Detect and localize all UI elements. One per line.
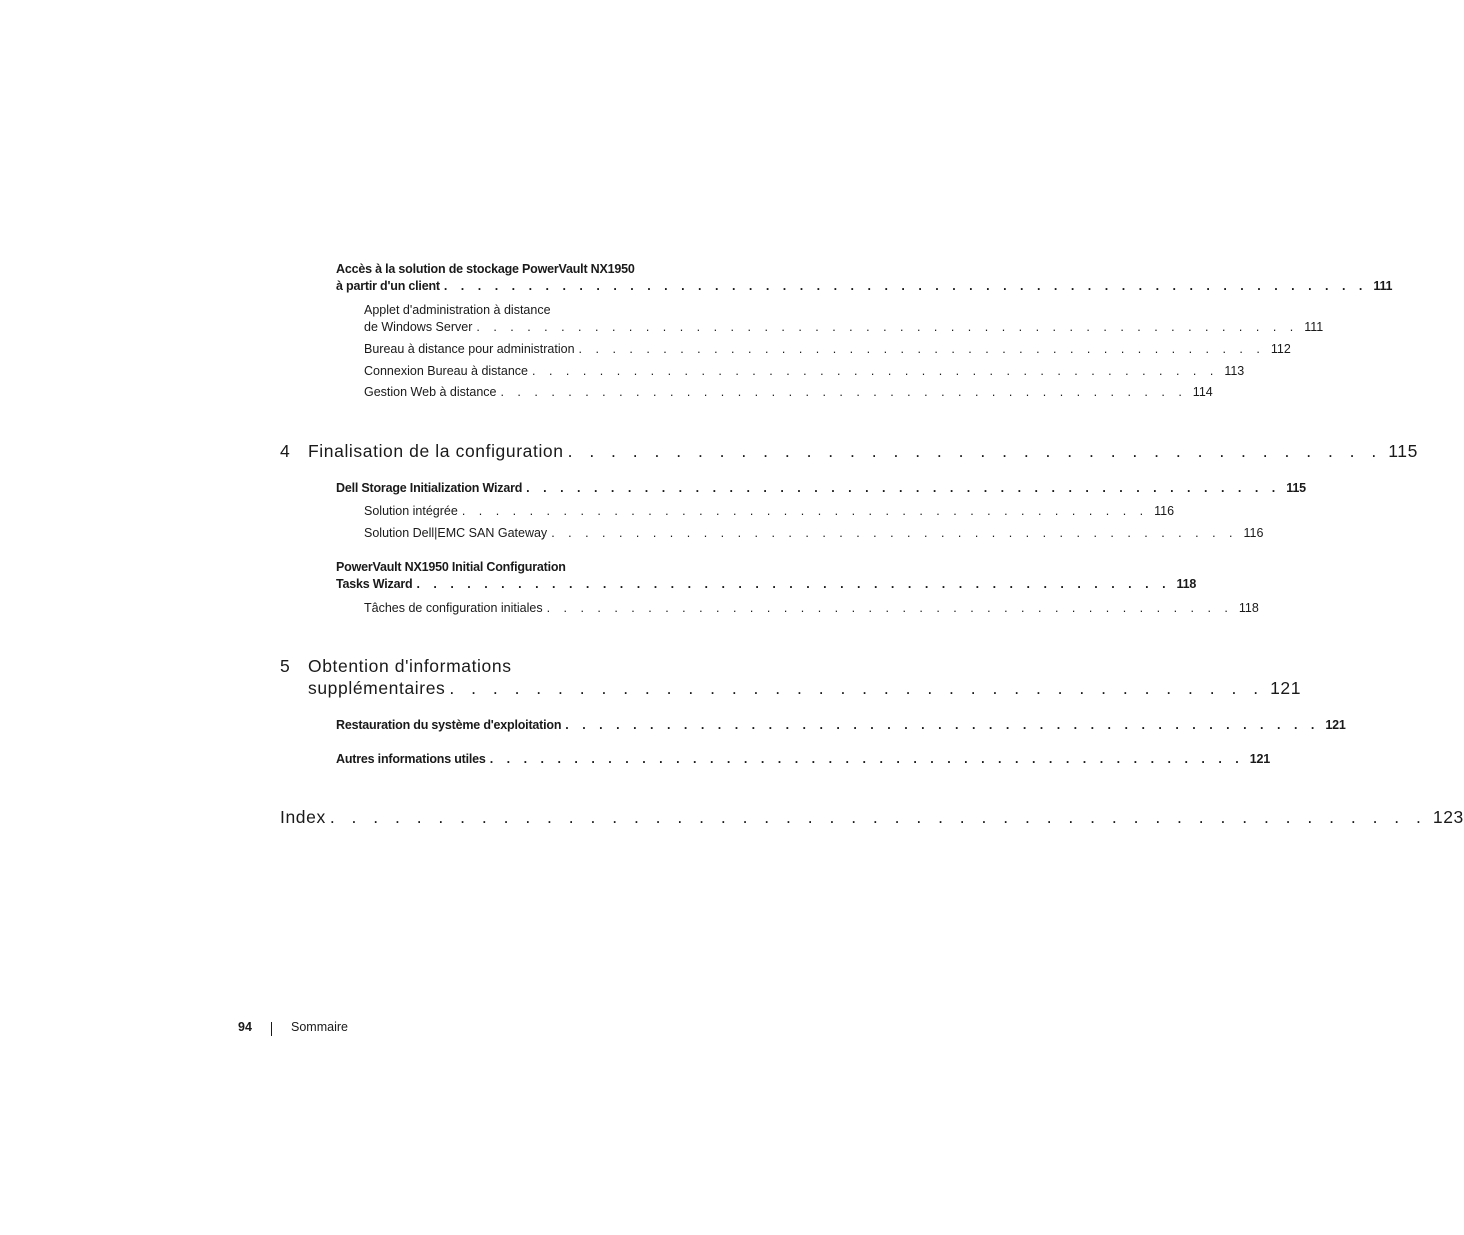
toc-entry-label: Bureau à distance pour administration (364, 342, 575, 356)
toc-page-number: 111 (1304, 320, 1324, 334)
toc-page-number: 118 (1238, 601, 1259, 615)
chapter-number-4: 4 (280, 441, 290, 461)
toc-chapter-title: Finalisation de la configuration (308, 441, 564, 461)
toc-entry-connexion[interactable] (364, 364, 1245, 378)
toc-entry-applet[interactable] (364, 320, 1324, 334)
toc-page-number: 121 (1325, 718, 1346, 732)
dot-leader: . . . . . . . . . . . . . . . . . . . . . . . . . . . . . . . . . . . . . . . . . (500, 385, 1187, 399)
dot-leader: . . . . . . . . . . . . . . . . . . . . . . . . . . . . . . . . . . . . . . . . . (532, 364, 1219, 378)
toc-entry-taches[interactable] (364, 601, 1259, 615)
toc-entry-gestion[interactable] (364, 385, 1213, 399)
toc-entry-label: Gestion Web à distance (364, 385, 497, 399)
dot-leader: . . . . . . . . . . . . . . . . . . . . . . . . . . . . . . . . . . . . . . . . . . . . . (526, 481, 1281, 495)
dot-leader: . . . . . . . . . . . . . . . . . . . . . . . . . . . . . . . . . . . . . . . . . . . . . (565, 718, 1320, 732)
toc-page-number: 112 (1270, 342, 1291, 356)
toc-entry-label: Solution Dell|EMC SAN Gateway (364, 526, 548, 540)
toc-entry-label: Restauration du système d'exploitation (336, 718, 562, 732)
toc-entry-integree[interactable] (364, 504, 1175, 518)
chapter-number-5: 5 (280, 656, 290, 676)
dot-leader: . . . . . . . . . . . . . . . . . . . . . . . . . . . . . . . . . . . . . . . . . . . . . . . . . . . . . . . (443, 279, 1368, 293)
toc-entry-pv-wizard[interactable] (336, 577, 1197, 591)
toc-entry-label: Solution intégrée (364, 504, 458, 518)
toc-chapter-5[interactable] (308, 678, 1302, 699)
toc-entry-restauration[interactable] (336, 718, 1346, 732)
toc-page-number: 116 (1154, 504, 1175, 518)
toc-entry-bureau[interactable] (364, 342, 1291, 356)
toc-entry-autres[interactable] (336, 752, 1271, 766)
toc-page-number: 121 (1249, 752, 1271, 766)
toc-index[interactable] (280, 807, 1464, 828)
dot-leader: . . . . . . . . . . . . . . . . . . . . . . . . . . . . . . . . . . . . . . . . . . . . . . . . . (476, 320, 1299, 334)
toc-page-number: 121 (1270, 678, 1302, 698)
dot-leader: . . . . . . . . . . . . . . . . . . . . . . . . . . . . . . . . . . . . . . . . . (461, 504, 1149, 518)
toc-chapter-title: Index (280, 807, 326, 827)
toc-page-number: 114 (1192, 385, 1213, 399)
toc-entry-dell-wizard[interactable] (336, 481, 1306, 495)
dot-leader: . . . . . . . . . . . . . . . . . . . . . . . . . . . . . . . . . . . . . . . . . . . . . (489, 752, 1244, 766)
footer-title: Sommaire (291, 1020, 348, 1034)
footer-page-number: 94 (238, 1020, 252, 1034)
dot-leader: . . . . . . . . . . . . . . . . . . . . . . . . . . . . . . . . . . . . . . . . . (551, 526, 1238, 540)
toc-chapter-title: supplémentaires (308, 678, 446, 698)
toc-page-number: 118 (1176, 577, 1197, 591)
toc-entry-label: Dell Storage Initialization Wizard (336, 481, 523, 495)
toc-entry-label: de Windows Server (364, 320, 473, 334)
toc-page-number: 115 (1388, 441, 1418, 461)
dot-leader: . . . . . . . . . . . . . . . . . . . . . . . . . . . . . . . . . . . . . . (449, 678, 1265, 698)
toc-page-number: 116 (1243, 526, 1264, 540)
toc-section-acces-line1: Accès à la solution de stockage PowerVault NX1950 (336, 262, 635, 276)
footer-separator (271, 1022, 272, 1036)
toc-chapter-4[interactable] (308, 441, 1418, 462)
toc-page-number: 115 (1286, 481, 1306, 495)
toc-entry-label: Autres informations utiles (336, 752, 486, 766)
dot-leader: . . . . . . . . . . . . . . . . . . . . . . . . . . . . . . . . . . . . . . (567, 441, 1383, 461)
toc-entry-label: Connexion Bureau à distance (364, 364, 529, 378)
dot-leader: . . . . . . . . . . . . . . . . . . . . . . . . . . . . . . . . . . . . . . . . . (578, 342, 1265, 356)
toc-sub-applet-line1: Applet d'administration à distance (364, 303, 551, 317)
toc-page-number: 113 (1224, 364, 1245, 378)
toc-entry-acces[interactable] (336, 279, 1393, 293)
dot-leader: . . . . . . . . . . . . . . . . . . . . . . . . . . . . . . . . . . . . . . . . . (546, 601, 1233, 615)
toc-section-pv-wizard-line1: PowerVault NX1950 Initial Configuration (336, 560, 566, 574)
dot-leader: . . . . . . . . . . . . . . . . . . . . . . . . . . . . . . . . . . . . . . . . . . . . . (416, 577, 1171, 591)
toc-page-number: 123 (1432, 807, 1464, 827)
toc-entry-label: à partir d'un client (336, 279, 440, 293)
toc-page-number: 111 (1373, 279, 1393, 293)
toc-chapter-5-line1: Obtention d'informations (308, 656, 512, 676)
toc-entry-label: Tâches de configuration initiales (364, 601, 543, 615)
dot-leader: . . . . . . . . . . . . . . . . . . . . . . . . . . . . . . . . . . . . . . . . . . . . . . . . . . . (329, 807, 1427, 827)
toc-entry-emc[interactable] (364, 526, 1264, 540)
toc-entry-label: Tasks Wizard (336, 577, 413, 591)
